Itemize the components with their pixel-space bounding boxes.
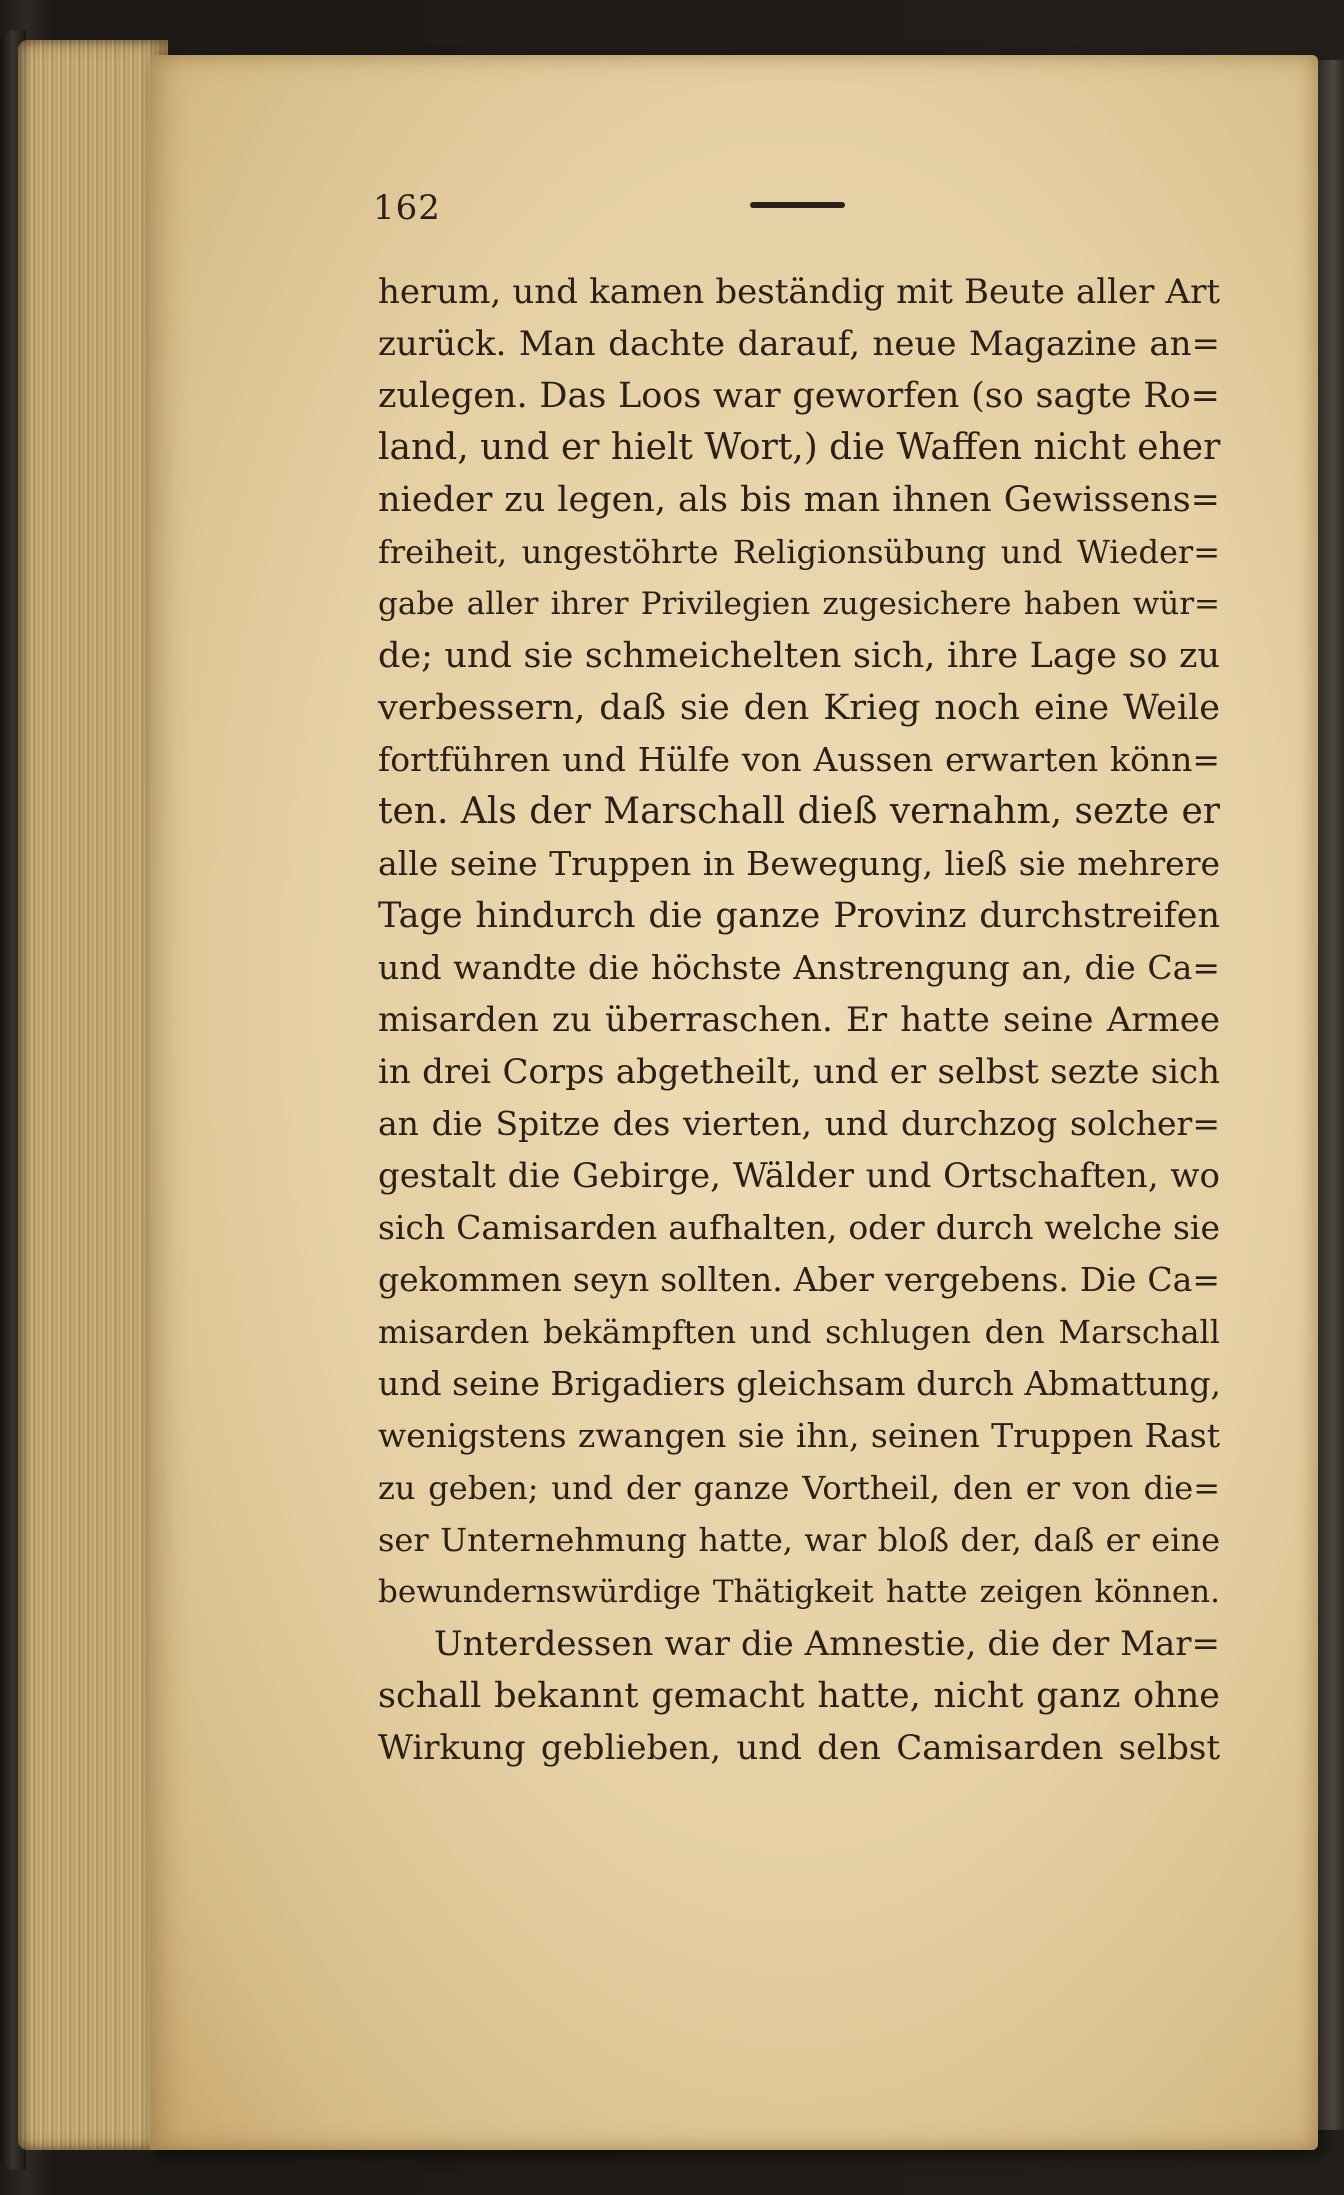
- text-line: bewundernswürdige Thätigkeit hatte zeigen können.: [378, 1574, 1220, 1610]
- text-line: und wandte die höchste Anstrengung an, die Ca=: [378, 948, 1220, 987]
- text-line-paragraph-start: Unterdessen war die Amnestie, die der Mar=: [434, 1624, 1220, 1664]
- text-line: wenigstens zwangen sie ihn, seinen Truppen Rast: [378, 1416, 1220, 1455]
- text-line: in drei Corps abgetheilt, und er selbst sezte sich: [378, 1052, 1220, 1092]
- text-line: Wirkung geblieben, und den Camisarden selbst: [378, 1728, 1220, 1768]
- text-line: verbessern, daß sie den Krieg noch eine Weile: [378, 688, 1220, 728]
- text-line: land, und er hielt Wort,) die Waffen nicht eher: [378, 427, 1221, 468]
- text-line: zu geben; und der ganze Vortheil, den er von die=: [378, 1469, 1220, 1507]
- text-line: zulegen. Das Loos war geworfen (so sagte Ro=: [378, 376, 1220, 416]
- page-number: 162: [373, 188, 441, 228]
- text-line: alle seine Truppen in Bewegung, ließ sie mehrere: [378, 844, 1220, 883]
- text-line: schall bekannt gemacht hatte, nicht ganz ohne: [378, 1676, 1220, 1716]
- page-header: [238, 178, 1218, 238]
- text-line: ser Unternehmung hatte, war bloß der, daß er eine: [378, 1521, 1220, 1559]
- text-line: zurück. Man dachte darauf, neue Magazine an=: [378, 324, 1220, 364]
- text-line: Tage hindurch die ganze Provinz durchstreifen: [378, 896, 1220, 936]
- text-line: misarden zu überraschen. Er hatte seine Armee: [378, 1000, 1220, 1040]
- text-line: ten. Als der Marschall dieß vernahm, sezte er: [378, 791, 1220, 832]
- header-ornament-rule: [750, 202, 845, 208]
- page-stack-edges: [18, 40, 168, 2150]
- body-text: [378, 266, 1220, 1796]
- text-line: und seine Brigadiers gleichsam durch Abmattung,: [378, 1364, 1222, 1403]
- text-line: misarden bekämpften und schlugen den Marschall: [378, 1313, 1220, 1351]
- text-line: gabe aller ihrer Privilegien zugesichere haben wür=: [378, 586, 1220, 622]
- text-line: sich Camisarden aufhalten, oder durch welche sie: [378, 1208, 1220, 1247]
- text-line: fortführen und Hülfe von Aussen erwarten könn=: [378, 740, 1220, 779]
- text-line: an die Spitze des vierten, und durchzog solcher=: [378, 1104, 1220, 1143]
- text-line: de; und sie schmeichelten sich, ihre Lage so zu: [378, 636, 1220, 676]
- text-line: gekommen seyn sollten. Aber vergebens. Die Ca=: [378, 1260, 1220, 1299]
- text-line: herum, und kamen beständig mit Beute aller Art: [378, 272, 1220, 312]
- text-line: nieder zu legen, als bis man ihnen Gewissens=: [378, 480, 1220, 520]
- text-line: freiheit, ungestöhrte Religionsübung und Wieder=: [378, 533, 1220, 571]
- facing-page-edge: [1318, 60, 1344, 2130]
- text-line: gestalt die Gebirge, Wälder und Ortschaften, wo: [378, 1156, 1220, 1196]
